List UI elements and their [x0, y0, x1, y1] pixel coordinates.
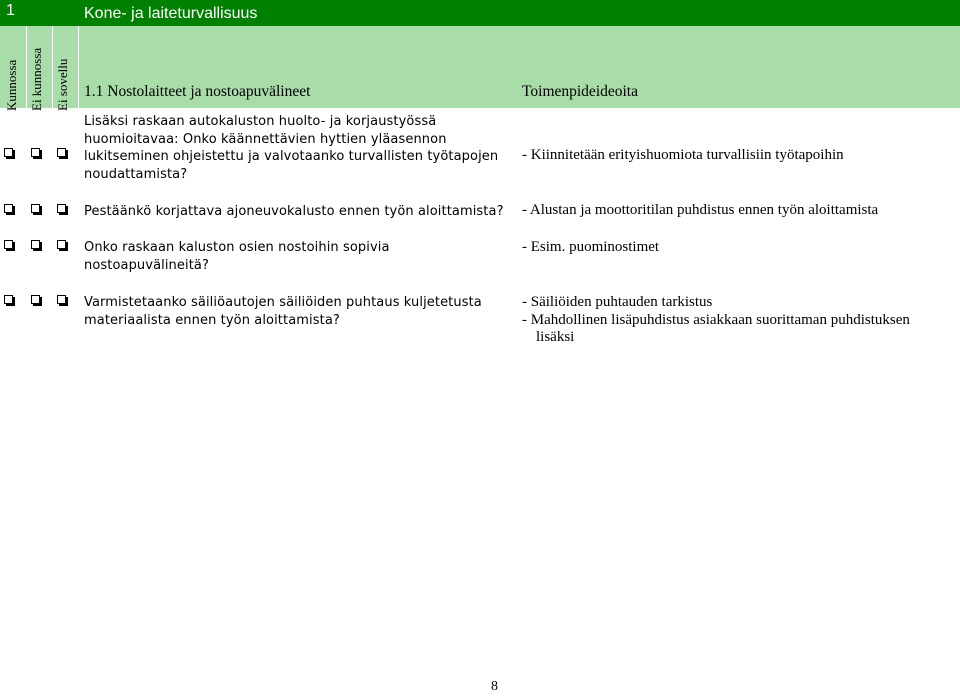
checkbox-kunnossa[interactable] [4, 148, 13, 157]
table-row-2-checkboxes [0, 204, 78, 218]
checkbox-ei-sovellu[interactable] [57, 295, 66, 304]
action-item: - Kiinnitetään erityishuomiota turvallisiin työtapoihin [522, 147, 844, 163]
checkbox-ei-kunnossa[interactable] [31, 204, 40, 213]
question-text: Varmistetaanko säiliöautojen säiliöiden puhtaus kuljetetusta materiaalista ennen työn aloittamista? [84, 295, 482, 328]
actions-column-header: Toimenpideideoita [522, 83, 638, 100]
question-text: Onko raskaan kaluston osien nostoihin sopivia nostoapuvälineitä? [84, 240, 390, 273]
action-list [522, 147, 952, 165]
checkbox-kunnossa[interactable] [4, 240, 13, 249]
action-list [522, 239, 952, 257]
table-row-1-checkboxes [0, 148, 78, 162]
checkbox-ei-kunnossa[interactable] [31, 295, 40, 304]
section-header [0, 0, 960, 26]
action-item: - Alustan ja moottoritilan puhdistus ennen työn aloittamista [522, 202, 879, 218]
table-row-3-checkboxes [0, 240, 78, 254]
checkbox-ei-kunnossa[interactable] [31, 240, 40, 249]
action-list [522, 294, 952, 347]
checkbox-ei-kunnossa[interactable] [31, 148, 40, 157]
question-text: Lisäksi raskaan autokaluston huolto- ja korjaustyössä huomioitavaa: Onko käännettävien hyttien yläasennon lukitseminen ohjeistettu ja valvotaanko turvallisten työtapojen noudattamista? [84, 114, 499, 182]
action-list [522, 202, 952, 220]
action-item: - Mahdollinen lisäpuhdistus asiakkaan suorittaman puhdistuksen [522, 311, 910, 328]
question-text: Pestäänkö korjattava ajoneuvokalusto ennen työn aloittamista? [84, 204, 504, 219]
checkbox-kunnossa[interactable] [4, 295, 13, 304]
column-header-kunnossa: Kunnossa [4, 59, 19, 111]
column-header-ei-kunnossa: Ei kunnossa [29, 47, 44, 111]
action-item: lisäksi [536, 329, 575, 345]
table-row-4-checkboxes [0, 295, 78, 309]
checkbox-kunnossa[interactable] [4, 204, 13, 213]
action-item: - Säiliöiden puhtauden tarkistus [522, 294, 713, 310]
subsection-title: 1.1 Nostolaitteet ja nostoapuvälineet [84, 83, 311, 100]
checkbox-ei-sovellu[interactable] [57, 204, 66, 213]
column-divider [78, 26, 79, 108]
section-title: Kone- ja laiteturvallisuus [84, 5, 258, 22]
checkbox-ei-sovellu[interactable] [57, 240, 66, 249]
section-number: 1 [6, 2, 15, 19]
action-item: - Esim. puominostimet [522, 239, 660, 255]
checkbox-ei-sovellu[interactable] [57, 148, 66, 157]
page-number: 8 [491, 679, 498, 694]
column-header-ei-sovellu: Ei sovellu [55, 58, 70, 111]
